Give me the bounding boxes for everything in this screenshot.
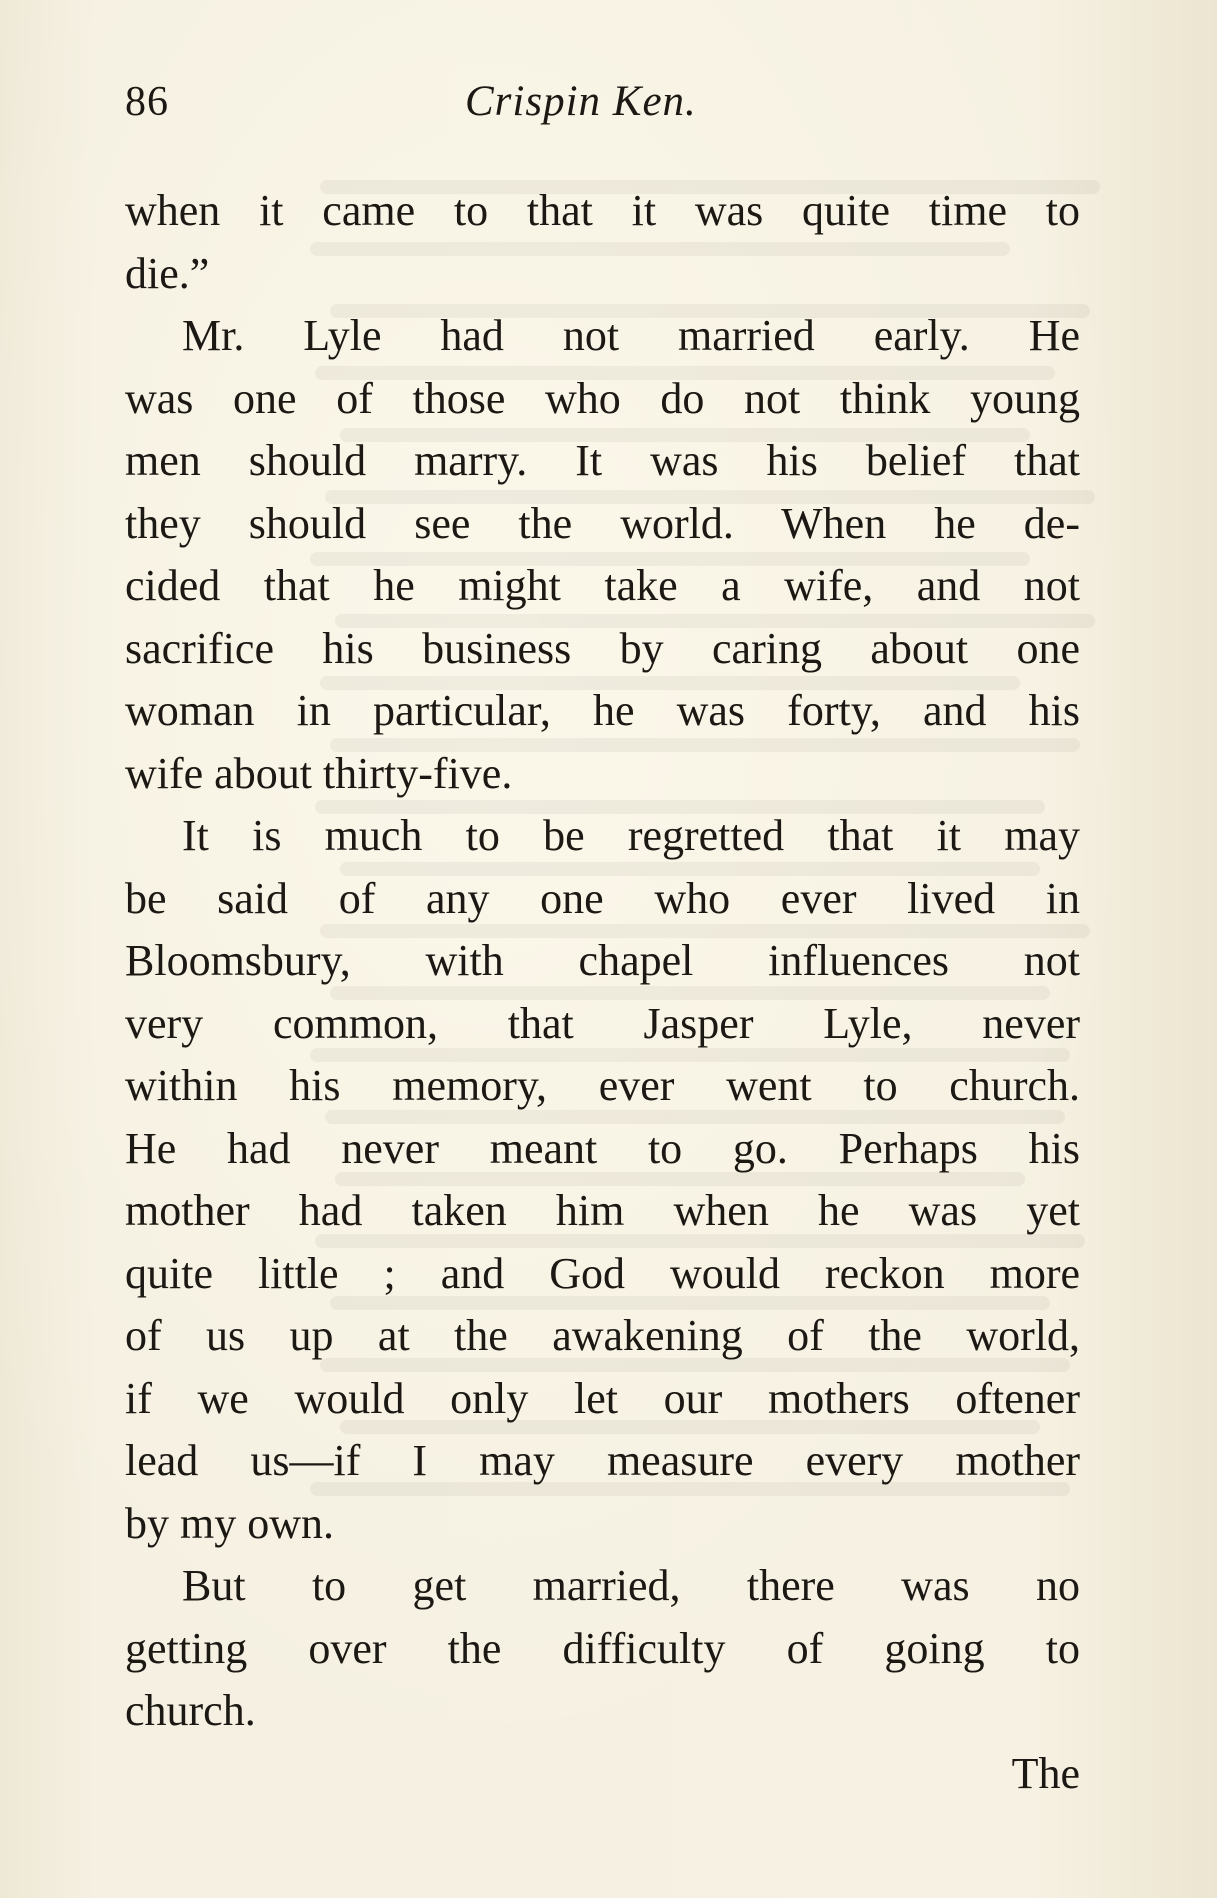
text-line: very common, that Jasper Lyle, never [125,998,1080,1048]
text-line: He had never meant to go. Perhaps his [125,1123,1080,1173]
text-line: lead us—if I may measure every mother [125,1436,1080,1485]
text-line: was one of those who do not think young [125,373,1080,423]
catchword: The [1011,1748,1080,1798]
text-line: wife about thirty-five. [125,748,513,798]
text-line: cided that he might take a wife, and not [125,561,1080,610]
page-number: 86 [125,79,169,125]
text-line: within his memory, ever went to church. [125,1061,1080,1110]
running-head [125,72,1085,132]
text-line: mother had taken him when he was yet [125,1186,1080,1235]
text-line: be said of any one who ever lived in [125,873,1080,923]
text-line: woman in particular, he was forty, and his [125,686,1080,735]
text-line: die.” [125,248,210,298]
text-line: Bloomsbury, with chapel influences not [125,936,1080,985]
text-line: sacrifice his business by caring about one [125,623,1080,673]
paragraph-start-line: But to get married, there was no [182,1561,1080,1610]
text-line: quite little ; and God would reckon more [125,1248,1080,1298]
body-text [125,180,1080,1805]
text-line: church. [125,1686,256,1735]
text-line: they should see the world. When he de- [125,498,1080,548]
text-line: if we would only let our mothers oftener [125,1373,1080,1423]
text-line: by my own. [125,1498,334,1548]
text-line: when it came to that it was quite time to [125,186,1080,235]
running-title: Crispin Ken. [465,78,697,125]
paragraph-start-line: Mr. Lyle had not married early. He [182,311,1080,360]
text-line: getting over the difficulty of going to [125,1623,1080,1673]
paragraph-start-line: It is much to be regretted that it may [182,811,1080,860]
text-line: of us up at the awakening of the world, [125,1311,1080,1360]
text-line: men should marry. It was his belief that [125,436,1080,485]
